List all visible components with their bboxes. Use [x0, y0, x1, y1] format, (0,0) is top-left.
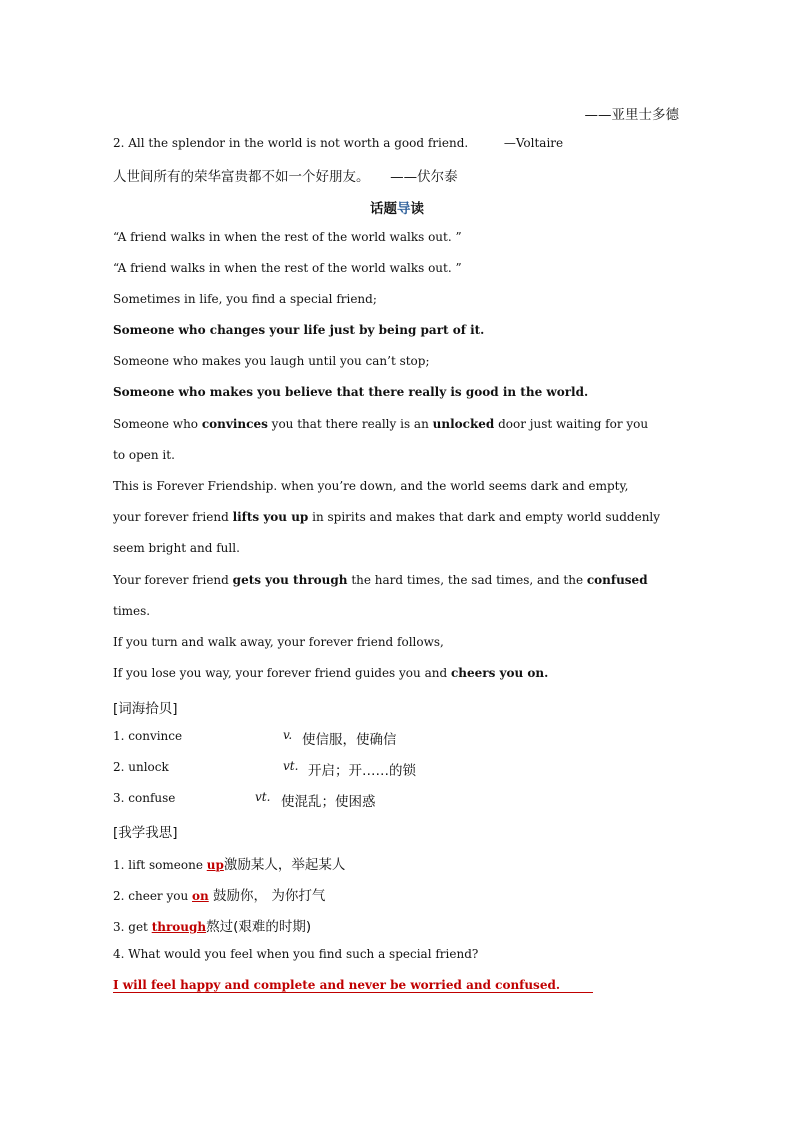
vocab-word-3: 3. confuse: [113, 791, 176, 805]
poem-line-12-part-c: the hard times, the sad times, and the: [347, 573, 587, 587]
vocab-header: [词海拾贝]: [113, 701, 178, 717]
quote2-chinese: [113, 165, 458, 185]
learn-item-2: [113, 884, 325, 904]
learn-item-1-meaning: 激励某人，举起某人: [223, 857, 346, 873]
vocab-meaning-1: 使信服，使确信: [302, 732, 397, 748]
poem-line-7-part-a: Someone who: [113, 417, 202, 431]
poem-line-7-part-c: you that there really is an: [267, 417, 433, 431]
quote2-english-attribution: —Voltaire: [503, 136, 564, 150]
poem-line-10-part-c: in spirits and makes that dark and empty world suddenly: [308, 510, 661, 524]
keyword-cheers-you-on: cheers you on.: [450, 666, 549, 680]
section-title-part-c: 读: [410, 201, 424, 217]
learn-item-4-answer: [113, 978, 593, 993]
learn-item-2-meaning: 鼓励你， 为你打气: [208, 888, 326, 904]
quote1-attribution: ——亚里士多德: [584, 107, 679, 123]
learn-item-4-answer-text: I will feel happy and complete and never be worried and confused.: [113, 978, 561, 992]
learn-item-2-prefix: 2. cheer you: [113, 889, 193, 903]
poem-line-8: to open it.: [113, 448, 175, 462]
poem-line-10: [113, 510, 660, 524]
poem-line-7-part-e: door just waiting for you: [494, 417, 649, 431]
vocab-pos-2: vt.: [283, 759, 299, 773]
poem-line-1: “A friend walks in when the rest of the world walks out. ”: [113, 230, 462, 244]
poem-line-4: Someone who changes your life just by being part of it.: [113, 323, 485, 337]
poem-line-10-part-a: your forever friend: [113, 510, 233, 524]
keyword-gets-you-through: gets you through: [232, 573, 348, 587]
learn-item-4-question: 4. What would you feel when you find such a special friend?: [113, 947, 479, 961]
learn-item-1-answer: up: [206, 858, 224, 872]
vocab-pos-1: v.: [283, 728, 293, 742]
poem-line-12: [113, 573, 648, 587]
poem-line-15-part-a: If you lose you way, your forever friend guides you and: [113, 666, 451, 680]
learn-item-2-answer: on: [192, 889, 209, 903]
poem-line-9: This is Forever Friendship. when you’re down, and the world seems dark and empty,: [113, 479, 629, 493]
poem-line-7: [113, 417, 648, 431]
poem-line-13: times.: [113, 604, 151, 618]
section-title-part-a: 话题: [370, 201, 397, 217]
section-title-part-b: 导: [397, 201, 411, 217]
vocab-pos-3: vt.: [255, 790, 271, 804]
poem-line-14: If you turn and walk away, your forever friend follows,: [113, 635, 444, 649]
learn-item-3: [113, 915, 311, 935]
vocab-meaning-2: 开启；开……的锁: [308, 763, 416, 779]
learn-header: [我学我思]: [113, 825, 178, 841]
learn-item-3-prefix: 3. get: [113, 920, 152, 934]
poem-line-12-part-a: Your forever friend: [113, 573, 233, 587]
learn-item-3-answer: through: [151, 920, 207, 934]
quote2-english: [113, 136, 563, 150]
poem-line-11: seem bright and full.: [113, 541, 240, 555]
keyword-confused: confused: [586, 573, 648, 587]
keyword-unlocked: unlocked: [432, 417, 495, 431]
vocab-meaning-3: 使混乱；使困惑: [281, 794, 376, 810]
learn-item-1-prefix: 1. lift someone: [113, 858, 207, 872]
poem-line-3: Sometimes in life, you find a special friend;: [113, 292, 377, 306]
vocab-word-1: 1. convince: [113, 729, 183, 743]
poem-line-6: Someone who makes you believe that there really is good in the world.: [113, 385, 589, 399]
section-title: [0, 197, 794, 217]
quote2-chinese-attribution: ——伏尔泰: [390, 169, 458, 185]
poem-line-5: Someone who makes you laugh until you can’t stop;: [113, 354, 430, 368]
quote2-chinese-text: 人世间所有的荣华富贵都不如一个好朋友。: [113, 169, 370, 185]
quote2-english-text: 2. All the splendor in the world is not worth a good friend.: [113, 136, 469, 150]
poem-line-15: [113, 666, 548, 680]
vocab-word-2: 2. unlock: [113, 760, 169, 774]
keyword-convinces: convinces: [201, 417, 268, 431]
learn-item-1: [113, 853, 345, 873]
learn-item-3-meaning: 熬过(艰难的时期): [206, 919, 312, 935]
poem-line-2: “A friend walks in when the rest of the world walks out. ”: [113, 261, 462, 275]
keyword-lifts-you-up: lifts you up: [232, 510, 309, 524]
